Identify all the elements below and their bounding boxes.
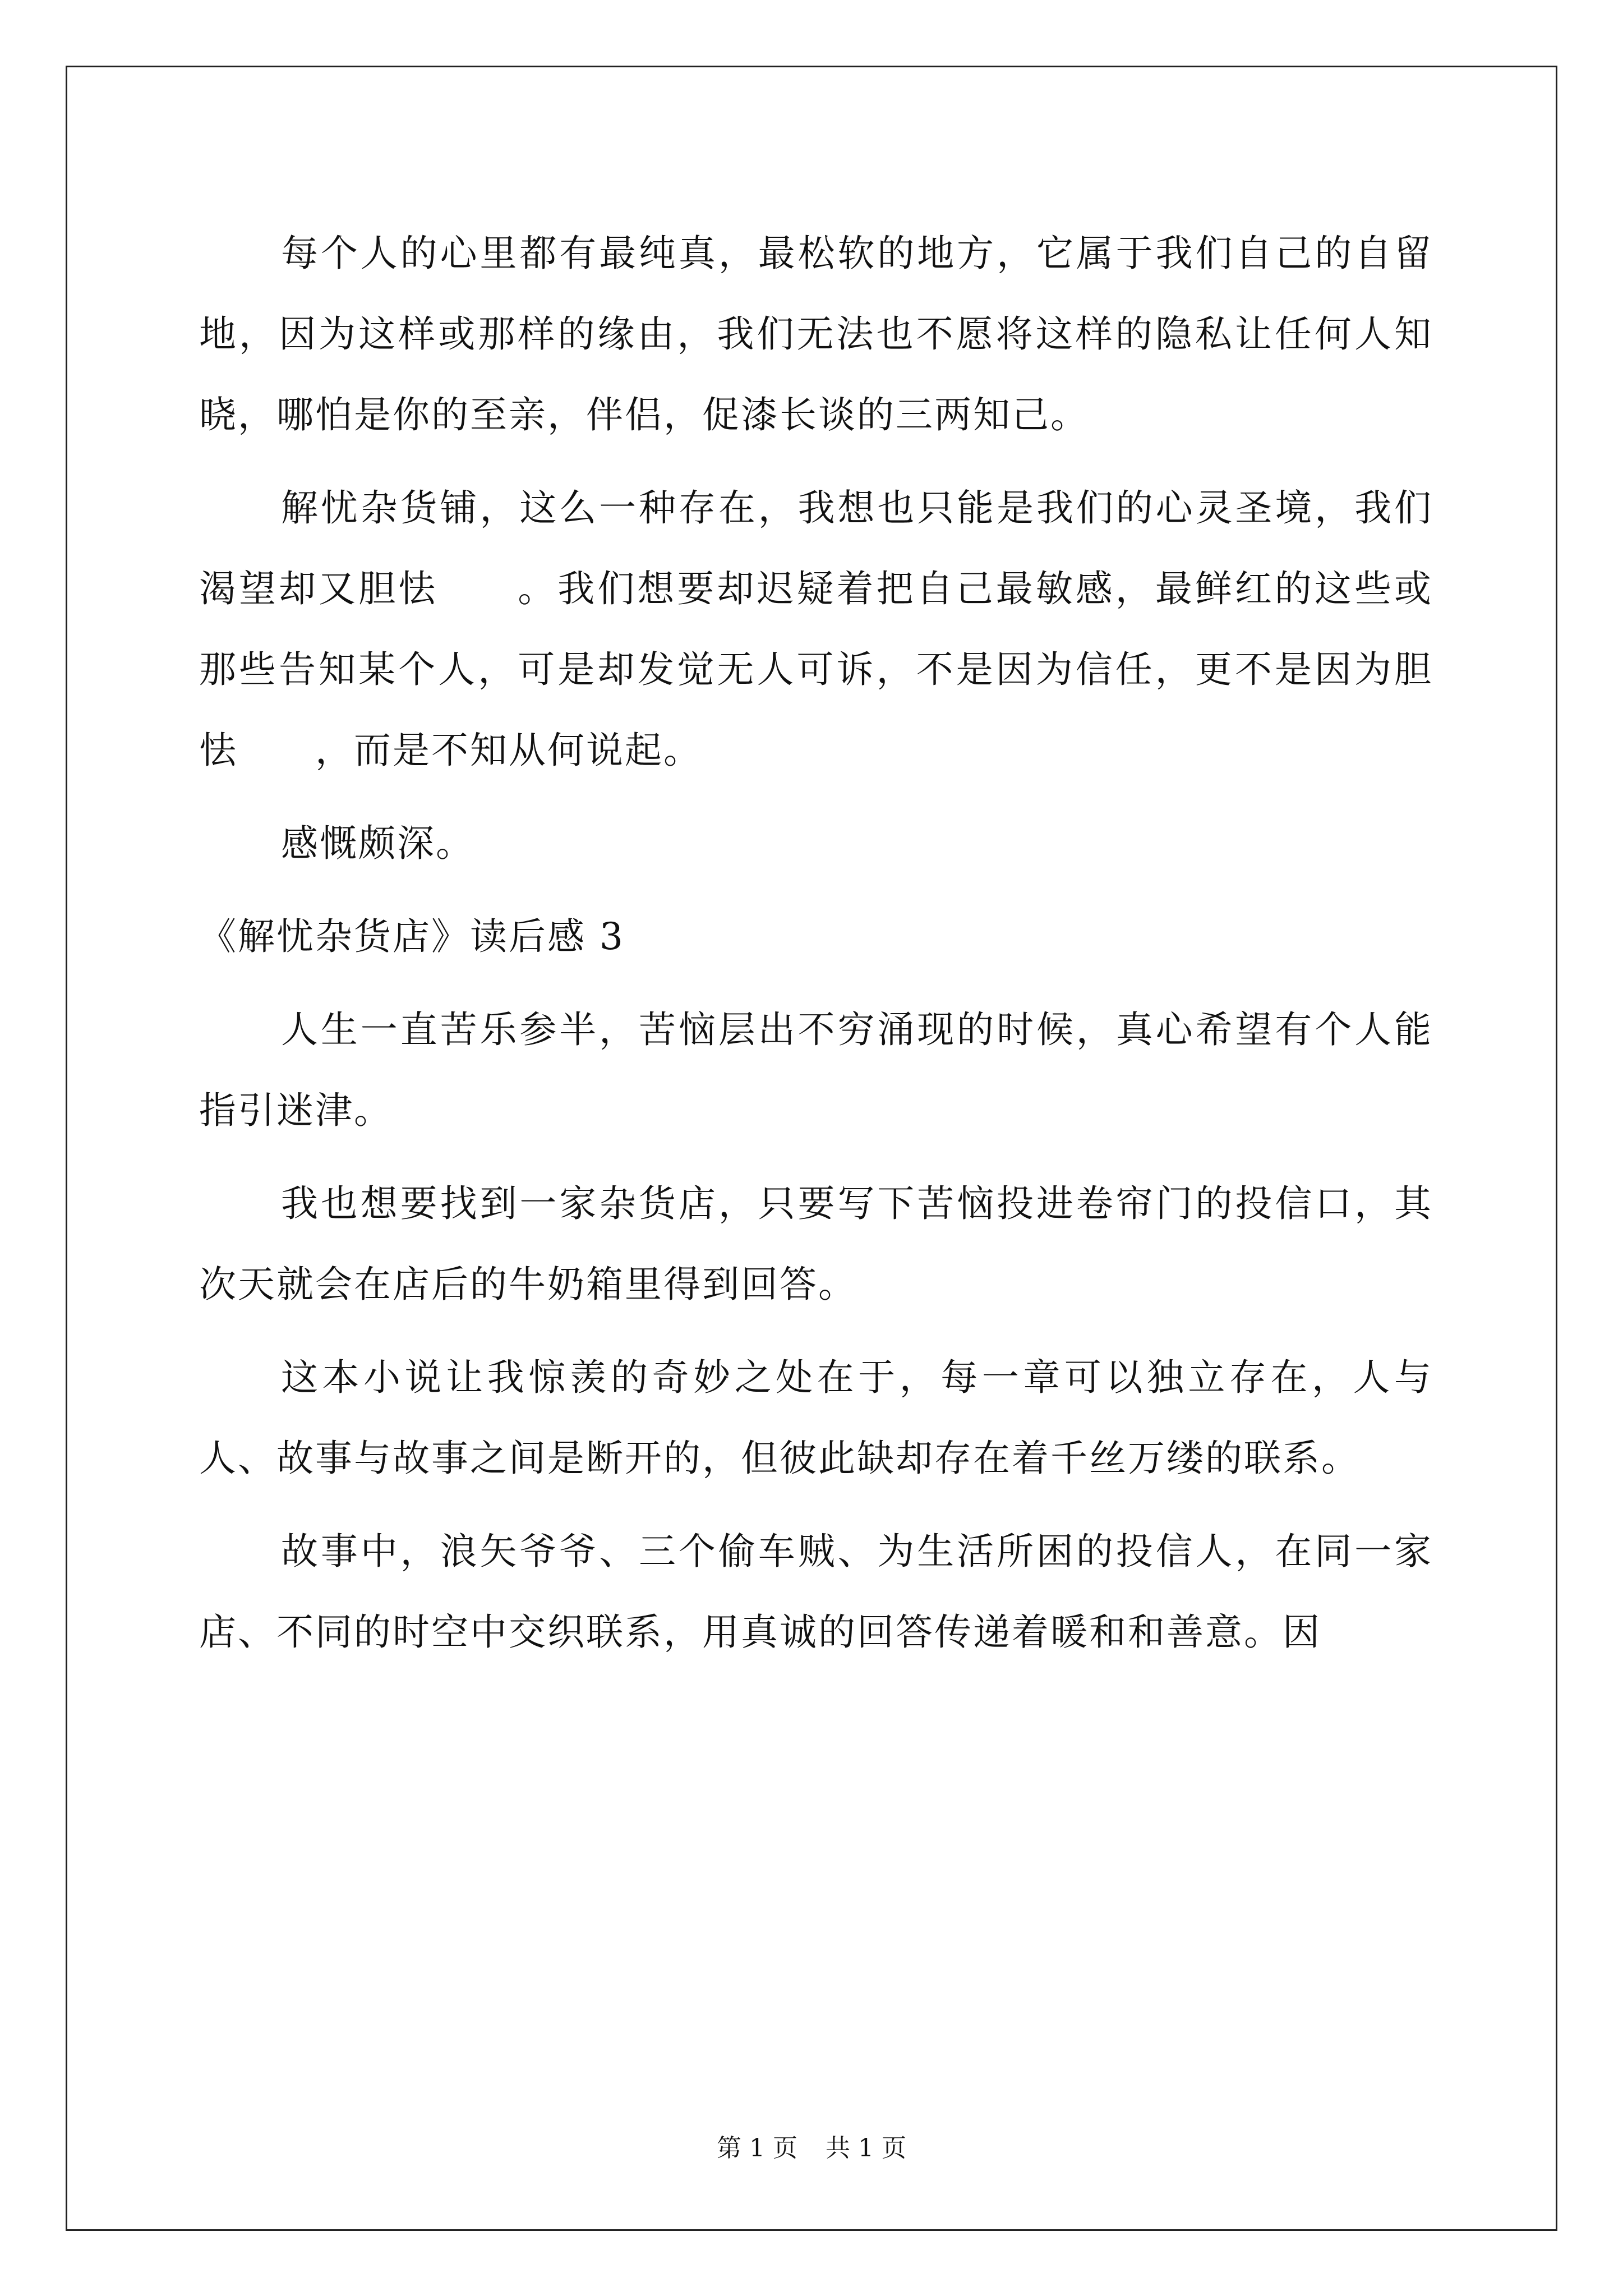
paragraph-1: 每个人的心里都有最纯真，最松软的地方，它属于我们自己的自留地，因为这样或那样的缘由，我们无法也不愿将这样的隐私让任何人知晓，哪怕是你的至亲，伴侣，促漆长谈的三两知己。 <box>199 232 1433 436</box>
paragraph-2: 解忧杂货铺，这么一种存在，我想也只能是我们的心灵圣境，我们渴望却又胆怯 。我们想要却迟疑着把自己最敏感，最鲜红的这些或那些告知某个人，可是却发觉无人可诉，不是因为信任，更不是因为胆怯 ，而是不知从何说起。 <box>199 486 1433 772</box>
paragraph-6: 这本小说让我惊羡的奇妙之处在于，每一章可以独立存在，人与人、故事与故事之间是断开的，但彼此缺却存在着千丝万缕的联系。 <box>199 1356 1433 1480</box>
paragraph-3: 感慨颇深。 <box>281 822 474 865</box>
page-footer <box>0 2132 1623 2165</box>
page-total: 共 1 页 <box>826 2134 906 2162</box>
document-body <box>199 213 1433 1673</box>
paragraph-5: 我也想要找到一家杂货店，只要写下苦恼投进卷帘门的投信口，其次天就会在店后的牛奶箱里得到回答。 <box>199 1182 1433 1306</box>
section-heading: 《解忧杂货店》读后感 3 <box>199 915 625 958</box>
paragraph-7: 故事中，浪矢爷爷、三个偷车贼、为生活所困的投信人，在同一家店、不同的时空中交织联系，用真诚的回答传递着暖和和善意。因 <box>199 1530 1433 1654</box>
page-number: 第 1 页 <box>717 2134 797 2162</box>
paragraph-4: 人生一直苦乐参半，苦恼层出不穷涌现的时候，真心希望有个人能指引迷津。 <box>199 1008 1433 1132</box>
